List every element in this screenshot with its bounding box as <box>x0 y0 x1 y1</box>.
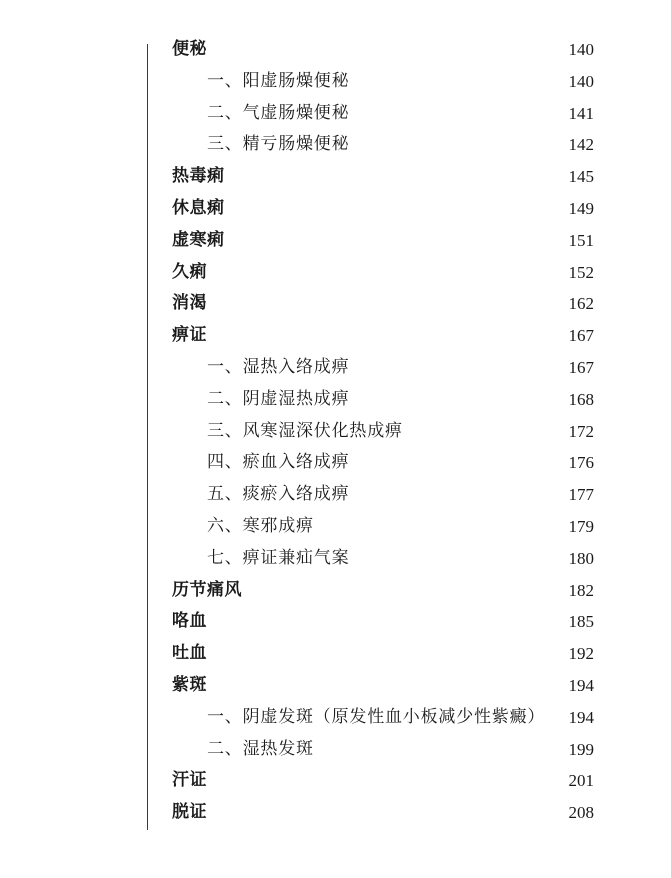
toc-entry-title: 休息痢 <box>172 197 225 218</box>
toc-entry-title: 四、瘀血入络成痹 <box>207 452 350 473</box>
toc-entry-page: 180 <box>568 548 594 568</box>
toc-entry-page: 151 <box>568 230 594 250</box>
toc-entry-title: 一、阴虚发斑（原发性血小板减少性紫癜） <box>207 706 546 727</box>
toc-entry <box>172 797 594 829</box>
toc-entry-page: 167 <box>568 326 594 346</box>
toc-entry-title: 脱证 <box>172 802 207 823</box>
toc-entry-title: 五、痰瘀入络成痹 <box>207 484 350 505</box>
toc-entry <box>172 447 594 479</box>
toc-entry-title: 一、湿热入络成痹 <box>207 356 350 377</box>
toc-entry-page: 172 <box>568 421 594 441</box>
toc-entry-page: 162 <box>568 294 594 314</box>
toc-entry-page: 152 <box>568 262 594 282</box>
toc-entry <box>172 765 594 797</box>
toc-entry-title: 六、寒邪成痹 <box>207 515 314 536</box>
toc-entry-page: 201 <box>568 771 594 791</box>
toc-entry <box>172 161 594 193</box>
toc-entry-page: 194 <box>568 707 594 727</box>
toc-entry <box>172 384 594 416</box>
toc-entry <box>172 543 594 575</box>
toc-entry-page: 168 <box>568 389 594 409</box>
toc-entry-title: 汗证 <box>172 770 207 791</box>
toc-entry <box>172 511 594 543</box>
toc-entry-page: 176 <box>568 453 594 473</box>
toc-entry-page: 140 <box>568 40 594 59</box>
toc-entry <box>172 638 594 670</box>
toc-entry-title: 热毒痢 <box>172 166 225 187</box>
toc-entry <box>172 670 594 702</box>
toc-entry <box>172 288 594 320</box>
toc-entry <box>172 606 594 638</box>
toc-entry-page: 141 <box>568 103 594 123</box>
toc-entry-title: 吐血 <box>172 643 207 664</box>
toc-entry <box>172 98 594 130</box>
toc-entry-title: 便秘 <box>172 39 207 59</box>
toc-entry-title: 三、风寒湿深伏化热成痹 <box>207 420 403 441</box>
toc-entry-page: 149 <box>568 198 594 218</box>
toc-entry <box>172 575 594 607</box>
toc-entry <box>172 352 594 384</box>
toc-entry <box>172 702 594 734</box>
toc-entry-page: 145 <box>568 167 594 187</box>
toc-entry-title: 二、阴虚湿热成痹 <box>207 388 350 409</box>
toc-entry-page: 194 <box>568 675 594 695</box>
margin-rule <box>147 44 148 830</box>
toc-entry <box>172 129 594 161</box>
toc-entry-title: 咯血 <box>172 611 207 632</box>
toc-entry <box>172 416 594 448</box>
toc-entry-title: 消渴 <box>172 293 207 314</box>
toc-entry-title: 紫斑 <box>172 674 207 695</box>
toc-entry-page: 179 <box>568 516 594 536</box>
toc-entry-page: 185 <box>568 612 594 632</box>
toc-entry-page: 142 <box>568 135 594 155</box>
toc-entry-title: 一、阳虚肠燥便秘 <box>207 70 350 91</box>
table-of-contents <box>172 34 594 829</box>
toc-entry-page: 208 <box>568 803 594 823</box>
toc-entry-title: 三、精亏肠燥便秘 <box>207 134 350 155</box>
toc-entry <box>172 66 594 98</box>
toc-entry <box>172 193 594 225</box>
toc-entry-title: 久痢 <box>172 261 207 282</box>
toc-entry-title: 七、痹证兼疝气案 <box>207 547 350 568</box>
toc-entry-title: 二、湿热发斑 <box>207 738 314 759</box>
toc-entry <box>172 734 594 766</box>
toc-entry-page: 167 <box>568 357 594 377</box>
toc-entry-page: 199 <box>568 739 594 759</box>
toc-entry <box>172 479 594 511</box>
toc-entry-page: 177 <box>568 485 594 505</box>
toc-entry-title: 虚寒痢 <box>172 229 225 250</box>
toc-entry <box>172 34 594 66</box>
toc-entry-page: 140 <box>568 71 594 91</box>
toc-entry <box>172 257 594 289</box>
toc-entry <box>172 225 594 257</box>
toc-entry-title: 痹证 <box>172 325 207 346</box>
toc-entry-title: 二、气虚肠燥便秘 <box>207 102 350 123</box>
toc-entry-title: 历节痛风 <box>172 579 242 600</box>
toc-entry-page: 182 <box>568 580 594 600</box>
toc-entry-page: 192 <box>568 644 594 664</box>
toc-entry <box>172 320 594 352</box>
